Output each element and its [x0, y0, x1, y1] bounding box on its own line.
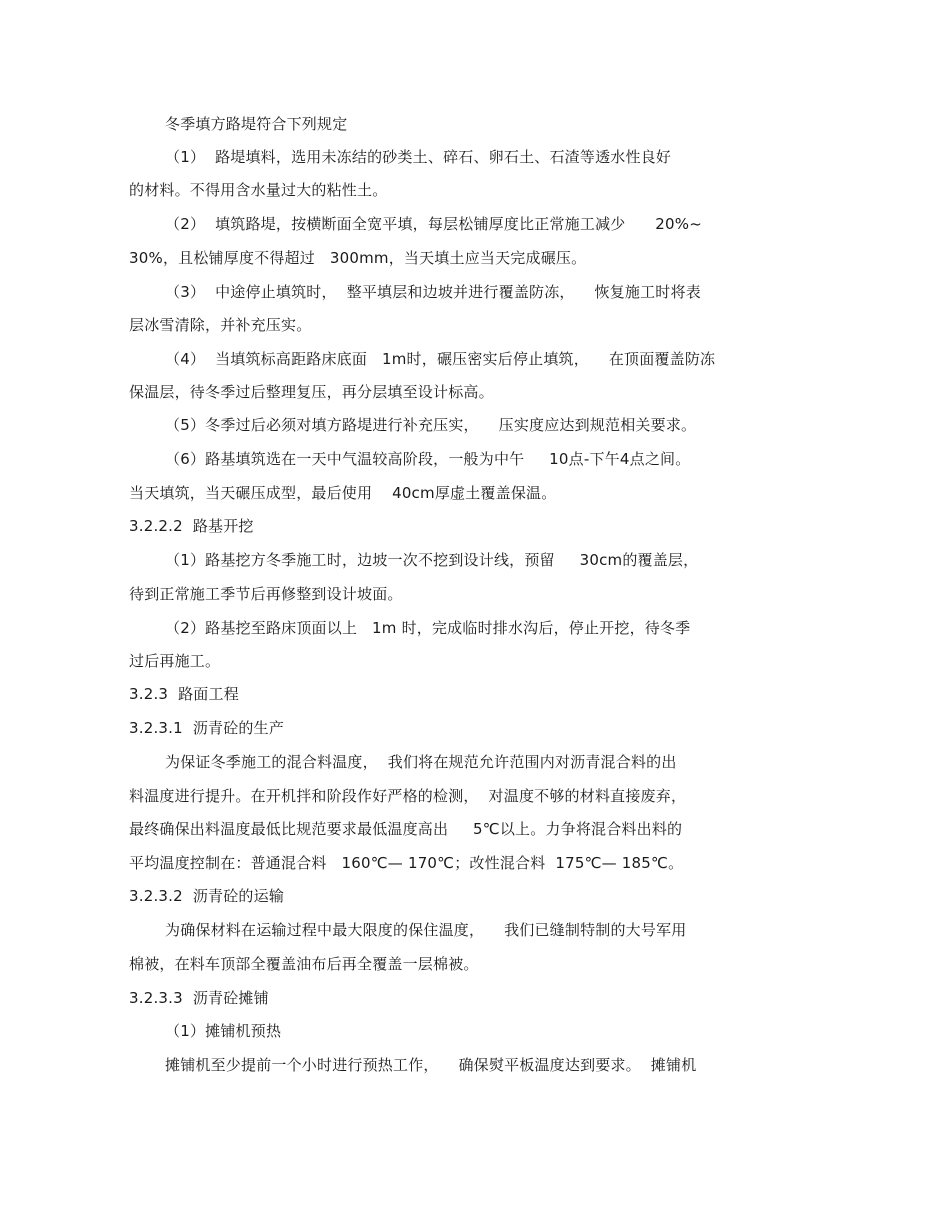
- section-heading: 3.2.3.1 沥青砼的生产: [129, 719, 285, 737]
- text-line: （5）冬季过后必须对填方路堤进行补充压实， 压实度应达到规范相关要求。: [165, 416, 697, 434]
- text-line: （6）路基填筑选在一天中气温较高阶段，一般为中午 10点-下午4点之间。: [165, 450, 691, 468]
- text-line: （4） 当填筑标高距路床底面 1m时，碾压密实后停止填筑， 在顶面覆盖防冻: [165, 350, 716, 368]
- text-line: 棉被，在料车顶部全覆盖油布后再全覆盖一层棉被。: [129, 955, 479, 973]
- section-heading: 3.2.3 路面工程: [129, 685, 239, 703]
- text-line: 的材料。不得用含水量过大的粘性土。: [129, 181, 388, 199]
- section-heading: 3.2.2.2 路基开挖: [129, 517, 254, 535]
- text-line: （3） 中途停止填筑时， 整平填层和边坡并进行覆盖防冻， 恢复施工时将表: [165, 283, 701, 301]
- paragraph-heading: 冬季填方路堤符合下列规定: [165, 115, 348, 133]
- text-line: （2） 填筑路堤，按横断面全宽平填，每层松铺厚度比正常施工减少 20%~: [165, 215, 702, 233]
- section-heading: 3.2.3.3 沥青砼摊铺: [129, 989, 269, 1007]
- text-line: 为保证冬季施工的混合料温度， 我们将在规范允许范围内对沥青混合料的出: [165, 753, 677, 771]
- text-line: （1）路基挖方冬季施工时，边坡一次不挖到设计线，预留 30cm的覆盖层，: [165, 551, 699, 569]
- text-line: （1）摊铺机预热: [165, 1022, 282, 1040]
- text-line: 摊铺机至少提前一个小时进行预热工作， 确保熨平板温度达到要求。 摊铺机: [165, 1056, 697, 1074]
- text-line: 最终确保出料温度最低比规范要求最低温度高出 5℃以上。力争将混合料出料的: [129, 820, 683, 838]
- text-line: （1） 路堤填料，选用未冻结的砂类土、碎石、卵石土、石渣等透水性良好: [165, 148, 672, 166]
- text-line: 保温层，待冬季过后整理复压，再分层填至设计标高。: [129, 383, 494, 401]
- text-line: 待到正常施工季节后再修整到设计坡面。: [129, 585, 403, 603]
- text-line: 为确保材料在运输过程中最大限度的保住温度， 我们已缝制特制的大号军用: [165, 921, 687, 939]
- text-line: （2）路基挖至路床顶面以上 1m 时，完成临时排水沟后，停止开挖，待冬季: [165, 619, 691, 637]
- text-line: 层冰雪清除，并补充压实。: [129, 316, 312, 334]
- text-line: 过后再施工。: [129, 652, 221, 670]
- text-line: 当天填筑，当天碾压成型，最后使用 40cm厚虚土覆盖保温。: [129, 484, 557, 502]
- text-line: 平均温度控制在：普通混合料 160℃— 170℃；改性混合料 175℃— 185℃。: [129, 854, 684, 872]
- text-line: 料温度进行提升。在开机拌和阶段作好严格的检测， 对温度不够的材料直接废弃，: [129, 787, 687, 805]
- text-line: 30%，且松铺厚度不得超过 300mm，当天填土应当天完成碾压。: [129, 249, 587, 267]
- section-heading: 3.2.3.2 沥青砼的运输: [129, 887, 285, 905]
